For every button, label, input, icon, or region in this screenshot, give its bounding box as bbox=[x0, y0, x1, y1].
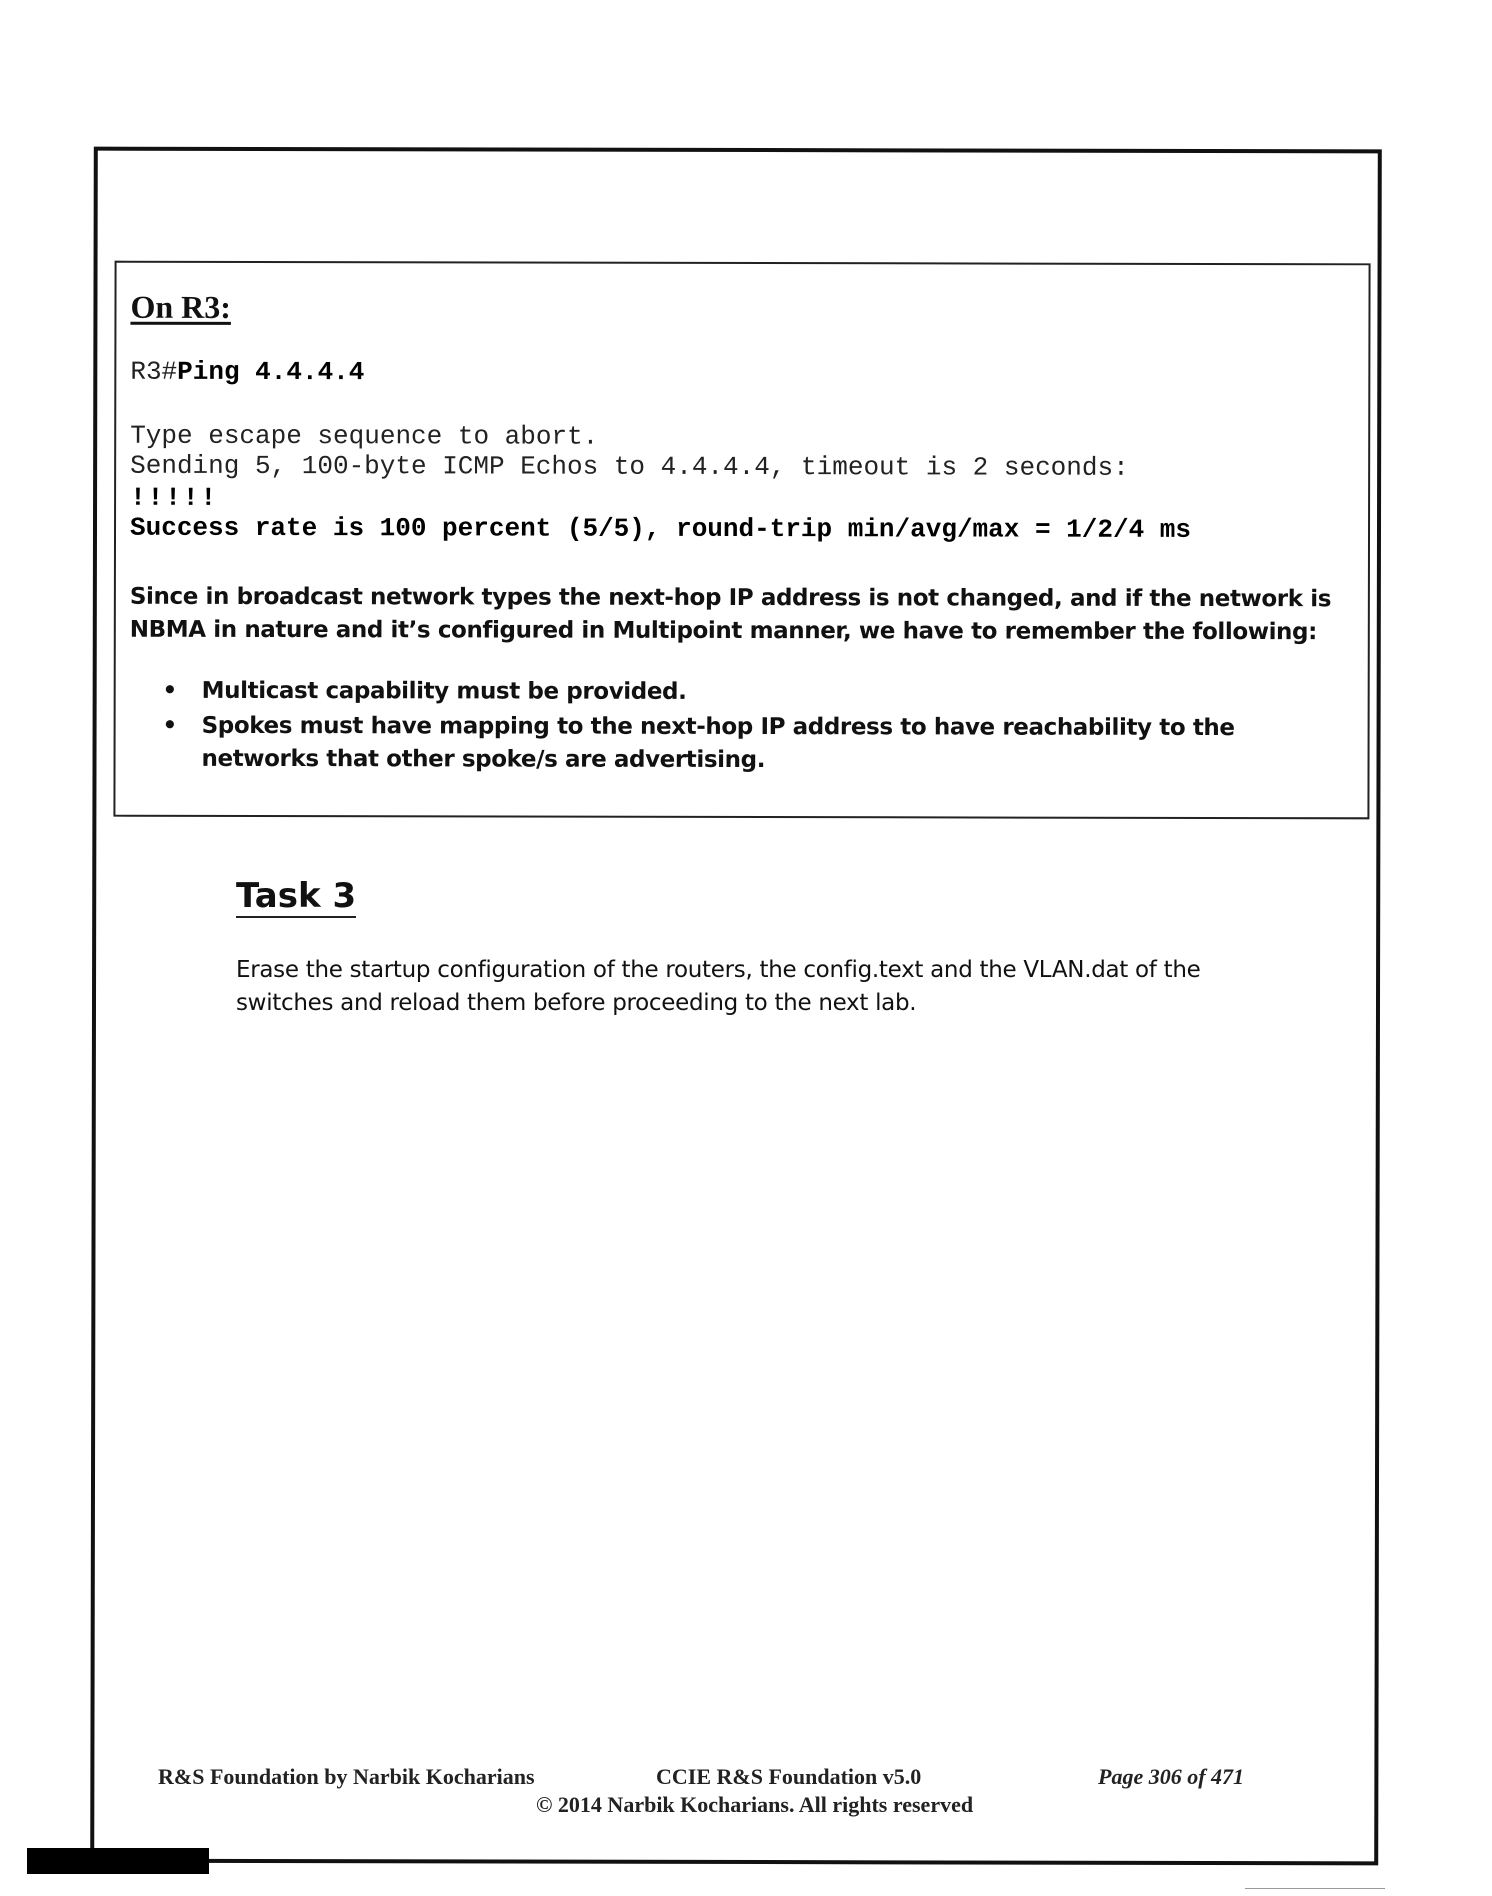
r3-output-box bbox=[113, 261, 1370, 820]
list-item bbox=[160, 675, 1350, 710]
list-item-text: Multicast capability must be provided. bbox=[201, 677, 687, 705]
task-description: Erase the startup configuration of the routers, the config.text and the VLAN.dat of the switches and reload them before proceeding to the next lab. bbox=[236, 957, 1201, 1016]
list-item bbox=[160, 710, 1350, 778]
task-heading: Task 3 bbox=[236, 876, 357, 916]
footer-author: R&S Foundation by Narbik Kocharians bbox=[158, 1764, 535, 1789]
footer-book-title: CCIE R&S Foundation v5.0 bbox=[656, 1764, 922, 1789]
bullet-icon: • bbox=[162, 712, 177, 739]
cli-prompt: R3# bbox=[130, 356, 178, 387]
cli-output-line: Success rate is 100 percent (5/5), round-trip min/avg/max = 1/2/4 ms bbox=[129, 512, 1192, 545]
scan-speck bbox=[1245, 1888, 1385, 1889]
section-title: On R3: bbox=[130, 288, 231, 325]
scan-edge-bar bbox=[27, 1848, 209, 1874]
footer-page-number: Page 306 of 471 bbox=[1098, 1764, 1245, 1789]
footer-copyright: © 2014 Narbik Kocharians. All rights reserved bbox=[536, 1792, 974, 1817]
cli-output-line: !!!!! bbox=[130, 482, 219, 513]
bullet-icon: • bbox=[162, 677, 177, 704]
explanation-paragraph: Since in broadcast network types the next-hop IP address is not changed, and if the network is NBMA in nature and it’s configured in Multipoint manner, we have to remember the following: bbox=[129, 583, 1332, 646]
list-item-text: Spokes must have mapping to the next-hop IP address to have reachability to the networks that other spoke/s are advertising. bbox=[201, 712, 1235, 774]
cli-output-line: Sending 5, 100-byte ICMP Echos to 4.4.4.4, timeout is 2 seconds: bbox=[130, 450, 1129, 483]
cli-command-line bbox=[130, 357, 364, 387]
cli-command: Ping 4.4.4.4 bbox=[177, 356, 365, 388]
cli-output-line: Type escape sequence to abort. bbox=[130, 420, 599, 452]
requirements-list bbox=[160, 675, 1350, 780]
